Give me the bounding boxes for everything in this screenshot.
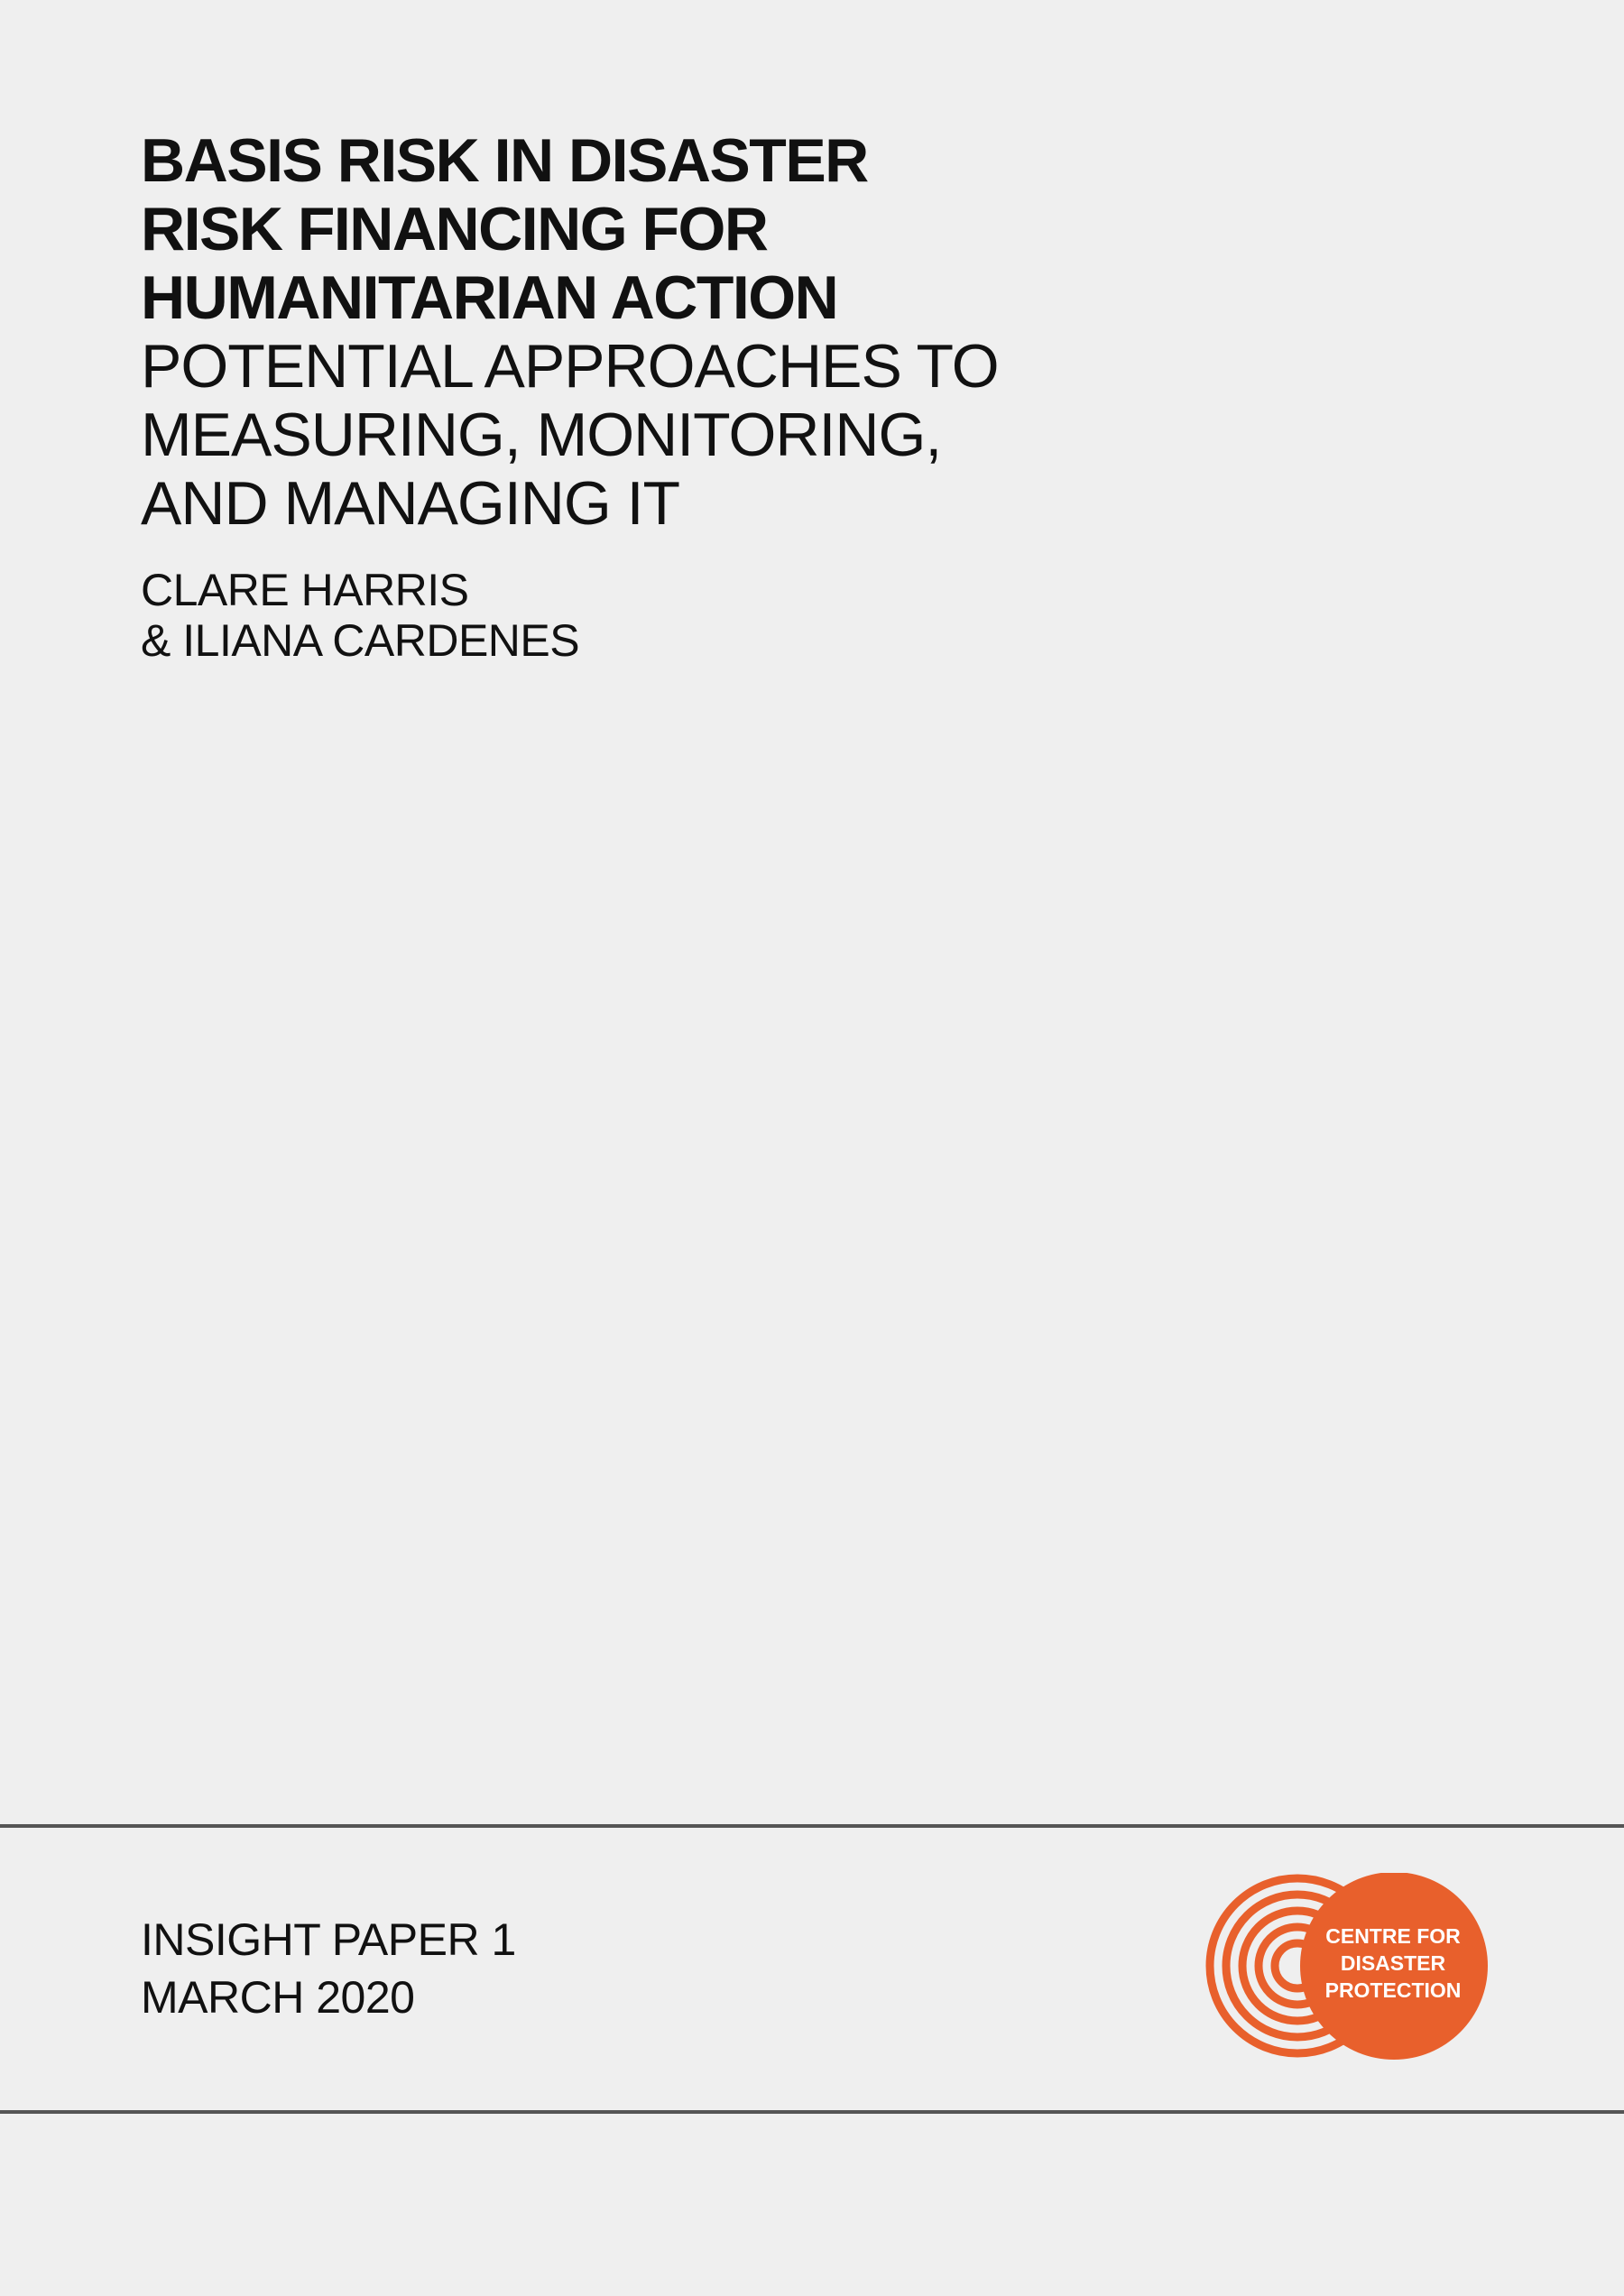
series-label: INSIGHT PAPER 1	[141, 1914, 516, 1965]
subtitle-line: MEASURING, MONITORING,	[141, 401, 942, 469]
publication-info	[141, 1911, 516, 2026]
subtitle-line: AND MANAGING IT	[141, 469, 680, 538]
main-title	[141, 126, 1223, 332]
main-title-line: HUMANITARIAN ACTION	[141, 263, 838, 332]
author-line: CLARE HARRIS	[141, 565, 469, 615]
logo-wordmark	[1303, 1923, 1483, 2004]
main-title-line: RISK FINANCING FOR	[141, 195, 768, 263]
logo-line: DISASTER	[1340, 1951, 1446, 1975]
logo-line: CENTRE FOR	[1325, 1924, 1461, 1948]
subtitle	[141, 332, 1223, 538]
footer-divider-bottom	[0, 2110, 1624, 2114]
author-line: & ILIANA CARDENES	[141, 615, 580, 666]
publication-date: MARCH 2020	[141, 1972, 415, 2023]
main-title-line: BASIS RISK IN DISASTER	[141, 126, 868, 195]
subtitle-line: POTENTIAL APPROACHES TO	[141, 332, 999, 401]
authors	[141, 565, 579, 666]
title-block	[141, 126, 1223, 538]
footer-divider-top	[0, 1824, 1624, 1828]
logo-line: PROTECTION	[1324, 1978, 1462, 2002]
